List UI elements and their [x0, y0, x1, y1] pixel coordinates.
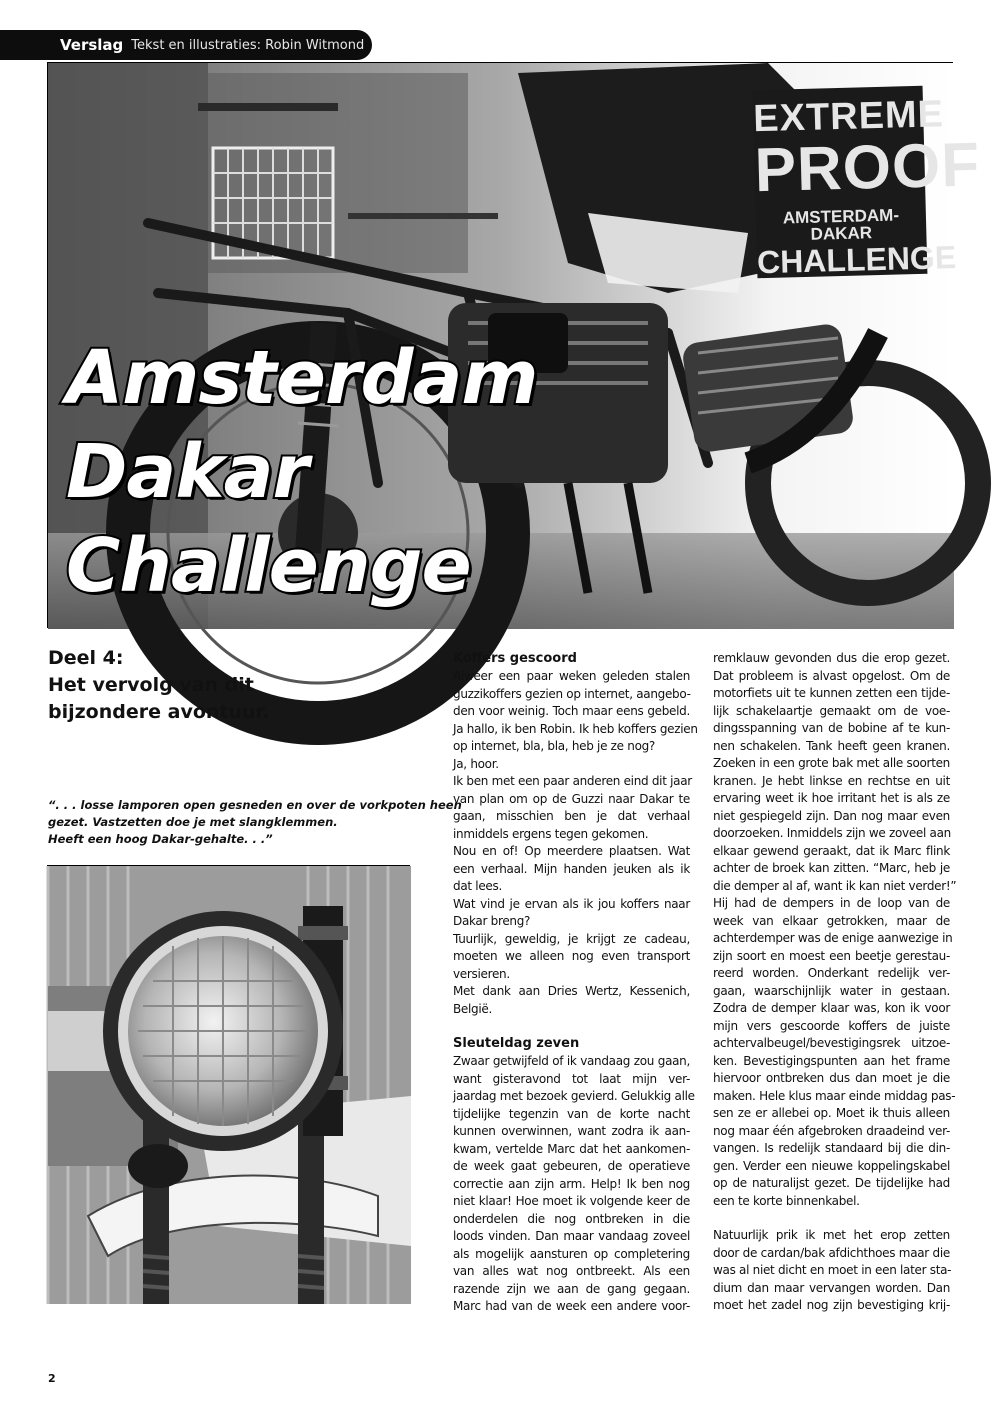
- text-line: elkaar gewend geraakt, dat ik Marc flink: [713, 843, 950, 858]
- text-line: Zodra de demper klaar was, kon ik voor: [713, 1001, 950, 1015]
- text-line: hiervoor ontbreken dus dan moet je die: [713, 1071, 950, 1085]
- article-lead: [48, 645, 388, 726]
- quote-line-1: “. . . losse lamporen open gesneden en over de vorkpoten heen: [48, 798, 462, 812]
- paragraph-natuurlijk: [713, 1227, 950, 1315]
- text-line: een verhaal. Mijn handen jeuken als ik: [453, 861, 690, 876]
- text-line: door de cardan/bak afdichthoes maar die: [713, 1245, 950, 1260]
- text-line: motorfiets uit te kunnen zetten een tijde-: [713, 686, 950, 700]
- text-line: kwam, vertelde Marc dat het aankomen-: [453, 1141, 690, 1156]
- text-line: was al niet dicht en moet in een later sta-: [713, 1263, 952, 1277]
- text-line: razende zijn we aan de gang gegaan.: [453, 1281, 690, 1296]
- title-line-1: Amsterdam: [66, 335, 538, 421]
- badge-line-extreme: EXTREME: [752, 93, 945, 141]
- text-line: vangen. Is redelijk standaard bij die din-: [713, 1141, 950, 1155]
- heading-koffers-gescoord: Koffers gescoord: [453, 651, 577, 666]
- text-line: zijn soort en moest een beetje gerestau-: [713, 948, 950, 963]
- lead-line-2: bijzondere avontuur.: [48, 701, 270, 723]
- text-line: Nou en of! Op meerdere plaatsen. Wat: [453, 844, 690, 858]
- paragraph-continued: [713, 650, 957, 1210]
- badge-line-challenge: CHALLENGE: [756, 238, 957, 281]
- text-line: correctie aan zijn arm. Help! Ik ben nog: [453, 1176, 690, 1191]
- text-line: van plan om op de Guzzi naar Dakar te: [453, 791, 690, 806]
- text-line: Met dank aan Dries Wertz, Kessenich,: [453, 984, 690, 998]
- text-line: jaardag met bezoek gevierd. Gelukkig alle: [453, 1089, 695, 1103]
- heading-sleuteldag-zeven: Sleuteldag zeven: [453, 1036, 580, 1051]
- text-line: niet gespiegeld zijn. Dan nog maar even: [713, 808, 950, 823]
- extreme-proof-badge: [752, 86, 981, 281]
- text-line: sen ze er allebei op. Moet ik thuis alleen: [713, 1106, 950, 1120]
- text-line: Marc had van de week een andere voor-: [453, 1299, 690, 1313]
- text-line: reerd worden. Onderkant redelijk ver-: [713, 966, 950, 980]
- text-line: remklauw gevonden dus die erop gezet.: [713, 651, 950, 665]
- text-line: achtervalbeugel/bevestigingsrek uitzoe-: [713, 1036, 950, 1050]
- title-line-2: Dakar: [66, 429, 309, 515]
- text-line: gaan, misschien ben je dat verhaal: [453, 809, 690, 823]
- text-line: kranen. Je hebt linkse en rechtse en uit: [713, 773, 950, 788]
- text-line: Ja hallo, ik ben Robin. Ik heb koffers gezien: [453, 721, 698, 736]
- title-line-3: Challenge: [66, 523, 471, 609]
- text-line: dium dan maar vervangen worden. Dan: [713, 1280, 950, 1295]
- text-line: gen. Verder een nieuwe koppelingskabel: [713, 1158, 950, 1173]
- text-line: Dakar breng?: [453, 914, 531, 928]
- text-line: lijk schakelaartje gemaakt om de voe-: [713, 703, 950, 718]
- badge-line-amsterdam-dakar: AMSTERDAM-DAKAR: [782, 205, 900, 244]
- text-line: moet het zadel nog zijn bevestiging krij-: [713, 1298, 950, 1312]
- text-line: niet klaar! Hoe moet ik volgende keer de: [453, 1194, 690, 1208]
- badge-line-proof: PROOF: [753, 130, 981, 206]
- text-line: doorzoeken. Inmiddels zijn we zoveel aan: [713, 826, 951, 840]
- text-line: op de naturalijst gezet. De tijdelijke had: [713, 1176, 950, 1190]
- text-line: Tuurlijk, geweldig, je krijgt ze cadeau,: [453, 931, 690, 946]
- text-line: de week gaat gebeuren, de operatieve: [453, 1159, 690, 1173]
- text-line: als mogelijk aansturen op completering: [453, 1246, 690, 1261]
- body-column-3: [713, 650, 957, 1315]
- article-title: [66, 331, 538, 613]
- text-line: Ik ben met een paar anderen eind dit jaar: [453, 774, 692, 788]
- quote-line-2: gezet. Vastzetten doe je met slangklemmen.: [48, 815, 338, 829]
- text-line: achter de broek kan zitten. “Marc, heb je: [713, 861, 950, 875]
- text-line: een te korte binnenkabel.: [713, 1193, 860, 1208]
- text-line: ervaring weet ik hoe irritant het is als ze: [713, 791, 950, 805]
- text-line: week van elkaar getrokken, maar de: [713, 913, 950, 928]
- author-credit: Tekst en illustraties: Robin Witmond: [131, 37, 365, 53]
- text-line: moeten we alleen nog even transport: [453, 949, 690, 963]
- text-line: van alles wat nog ontbreekt. Als een: [453, 1264, 690, 1278]
- headlight-illustration: [48, 866, 411, 1304]
- quote-line-3: Heeft een hoog Dakar-gehalte. . .”: [48, 832, 273, 846]
- text-line: Zwaar getwijfeld of ik vandaag zou gaan,: [453, 1054, 690, 1068]
- text-line: nen schakelen. Tank heeft geen kranen.: [713, 738, 950, 753]
- text-line: want gisteravond tot laat mijn ver-: [453, 1071, 690, 1086]
- text-line: maken. Hele klus maar einde middag pas-: [713, 1088, 956, 1103]
- text-line: guzzikoffers gezien op internet, aangebo-: [453, 686, 691, 701]
- text-line: Zoeken in een grote bak met alle soorten: [713, 756, 950, 770]
- text-line: mijn vers gescoorde koffers de juiste: [713, 1018, 950, 1033]
- section-label: Verslag: [60, 36, 124, 54]
- body-column-2: [453, 650, 698, 1316]
- text-line: dat lees.: [453, 879, 502, 893]
- text-line: achterdemper was de enige aanwezige in: [713, 931, 953, 945]
- text-line: Dat probleem is alvast opgelost. Om de: [713, 668, 950, 683]
- text-line: Wat vind je ervan als ik jou koffers naar: [453, 896, 690, 911]
- text-line: op internet, bla, bla, heb je ze nog?: [453, 739, 655, 753]
- text-line: dingsspanning van de bobine af te kun-: [713, 721, 950, 735]
- text-line: loods vinden. Dan maar vandaag zoveel: [453, 1229, 690, 1243]
- text-line: onderdelen die nog ontbreken in die: [453, 1211, 690, 1226]
- text-line: versieren.: [453, 966, 510, 981]
- text-line: kunnen overwinnen, want zodra ik aan-: [453, 1124, 690, 1138]
- text-line: Alweer een paar weken geleden stalen: [453, 669, 690, 683]
- headlight-photo: [47, 865, 410, 1303]
- page-number: 2: [48, 1372, 56, 1385]
- text-line: Ja, hoor.: [453, 756, 499, 771]
- text-line: inmiddels ergens tegen gekomen.: [453, 826, 649, 841]
- text-line: den voor weinig. Toch maar eens gebeld.: [453, 704, 690, 718]
- text-line: Hij had de dempers in de loop van de: [713, 896, 950, 910]
- text-line: Natuurlijk prik ik met het erop zetten: [713, 1228, 950, 1242]
- text-line: nog maar één afgebroken draadeind ver-: [713, 1123, 950, 1138]
- paragraph-koffers: [453, 668, 698, 1018]
- text-line: tijdelijke tegenzin van de korte nacht: [453, 1106, 690, 1121]
- hero-photo: [47, 62, 981, 628]
- lead-line-1: Het vervolg van dit: [48, 674, 254, 696]
- section-header-bar: [0, 30, 372, 60]
- text-line: gaan, waarschijnlijk water in gestaan.: [713, 983, 950, 998]
- text-line: België.: [453, 1001, 492, 1016]
- part-label: Deel 4:: [48, 647, 124, 669]
- pull-quote: [48, 797, 462, 848]
- paragraph-sleuteldag: [453, 1053, 695, 1316]
- text-line: die demper al af, want ik kan niet verder!”: [713, 878, 957, 893]
- text-line: ken. Bevestigingspunten aan het frame: [713, 1053, 950, 1068]
